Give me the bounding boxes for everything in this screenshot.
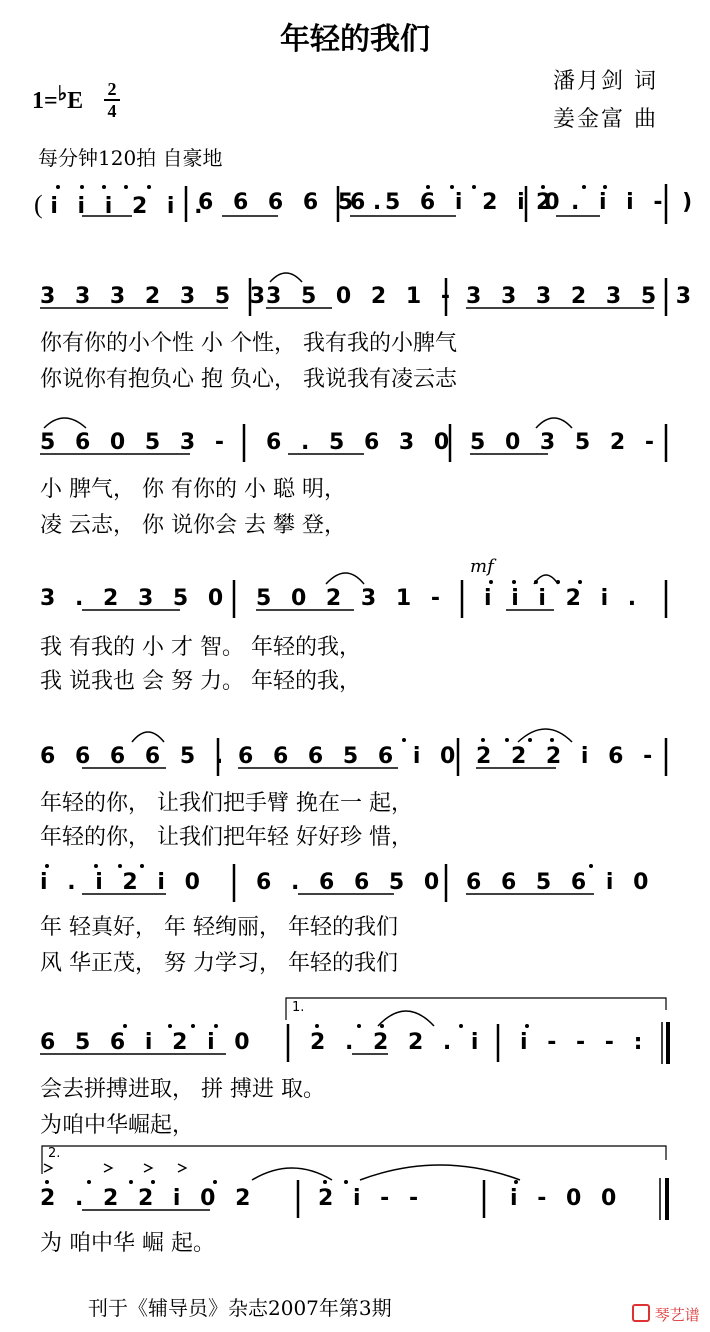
slurs [44, 273, 572, 1180]
lyric-verse-1: 我 有我的 小 才 智。 年轻的我， [40, 635, 361, 660]
lyric-verse-1: 年 轻真好， 年 轻绚丽， 年轻的我们 [40, 915, 398, 940]
notes-measure: 6 5 6 i 2 i 0 [350, 190, 566, 215]
intro-notes: ( i i i 2 i . [34, 190, 209, 219]
lyric-verse-2: 凌 云志， 你 说你会 去 攀 登， [40, 513, 346, 538]
lyric-verse-2: 为咱中华崛起， [40, 1113, 195, 1138]
notes-measure: 2 . i i - ) [536, 190, 699, 215]
lyricist-credit: 潘月剑 词 [553, 69, 658, 94]
watermark-text: 琴艺谱 [654, 1306, 700, 1324]
notes-measure: 2 . 2 2 i 0 2 [40, 1186, 257, 1211]
notes-measure: 3 5 0 2 1 - [266, 284, 456, 309]
notes-measure: 5 0 3 5 2 - [470, 430, 660, 455]
lyric-verse-1: 年轻的你， 让我们把手臂 挽在一 起， [40, 791, 413, 816]
notes-measure: 2 . 2 2 . i [310, 1030, 485, 1055]
lyric-verse-1: 你有你的小个性 小 个性， 我有我的小脾气 [40, 331, 457, 356]
beam-underlines [40, 216, 654, 1210]
volta-2-label: 2. [48, 1146, 61, 1161]
notes-measure: 6 6 6 5 6 i 0 [238, 744, 462, 769]
volta-brackets [42, 998, 666, 1174]
notes-measure: 5 6 0 5 3 - [40, 430, 230, 455]
notes-measure: i . i 2 i 0 [40, 870, 206, 895]
publication-note: 刊于《辅导员》杂志2007年第3期 [88, 1296, 392, 1320]
lyric-verse-2: 风 华正茂， 努 力学习， 年轻的我们 [40, 951, 398, 976]
key-prefix: 1= [32, 88, 58, 114]
volta-1-label: 1. [292, 1000, 305, 1015]
notes-measure: i - 0 0 [510, 1186, 623, 1211]
time-sig-top: 2 [107, 79, 117, 99]
lyric-verse-2: 年轻的你， 让我们把年轻 好好珍 惜， [40, 825, 413, 850]
notes-measure: 6 5 6 i 2 i 0 [40, 1030, 256, 1055]
end-bars [660, 1022, 668, 1220]
notes-measure: 2 i - - [318, 1186, 425, 1211]
lyric-verse-1: 会去拼搏进取， 拼 搏进 取。 [40, 1077, 325, 1102]
notes-measure: i - - - : [520, 1030, 649, 1055]
volta-1-bracket [286, 998, 666, 1020]
dynamic-marking: mf [470, 556, 494, 577]
notes-measure: 6 6 6 6 5 . [40, 744, 230, 769]
tempo-marking: 每分钟120拍 自豪地 [38, 146, 223, 170]
notes-measure: 3 3 3 2 3 5 3 [466, 284, 698, 309]
lyric-verse-2: 我 说我也 会 努 力。 年轻的我， [40, 669, 361, 694]
page-title: 年轻的我们 [280, 22, 430, 57]
volta-2-bracket [42, 1146, 666, 1174]
time-sig-bottom: 4 [107, 101, 117, 121]
key-note: E [67, 88, 84, 114]
lyric-verse-1: 小 脾气， 你 有你的 小 聪 明， [40, 477, 346, 502]
octave-dots [45, 185, 607, 1184]
notes-measure: 3 . 2 3 5 0 [40, 586, 230, 611]
notes-measure: i i i 2 i . [484, 586, 643, 611]
composer-credit: 姜金富 曲 [553, 107, 658, 132]
notes-measure: 2 2 2 i 6 - [476, 744, 659, 769]
notes-measure: 6 6 6 6 5 . [198, 190, 388, 215]
notes-measure: 3 3 3 2 3 5 3 [40, 284, 272, 309]
flat-icon: ♭ [57, 83, 68, 105]
bar-lines [186, 184, 666, 1218]
lyric-verse-2: 你说你有抱负心 抱 负心， 我说我有凌云志 [40, 367, 457, 392]
lyric-verse-1: 为 咱中华 崛 起。 [40, 1231, 215, 1256]
notes-measure: 6 6 5 6 i 0 [466, 870, 655, 895]
notes-measure: 6 . 6 6 5 0 [256, 870, 446, 895]
notes-measure: 6 . 5 6 3 0 [266, 430, 456, 455]
notes-measure: 5 0 2 3 1 - [256, 586, 446, 611]
accent-marks [44, 1164, 186, 1172]
